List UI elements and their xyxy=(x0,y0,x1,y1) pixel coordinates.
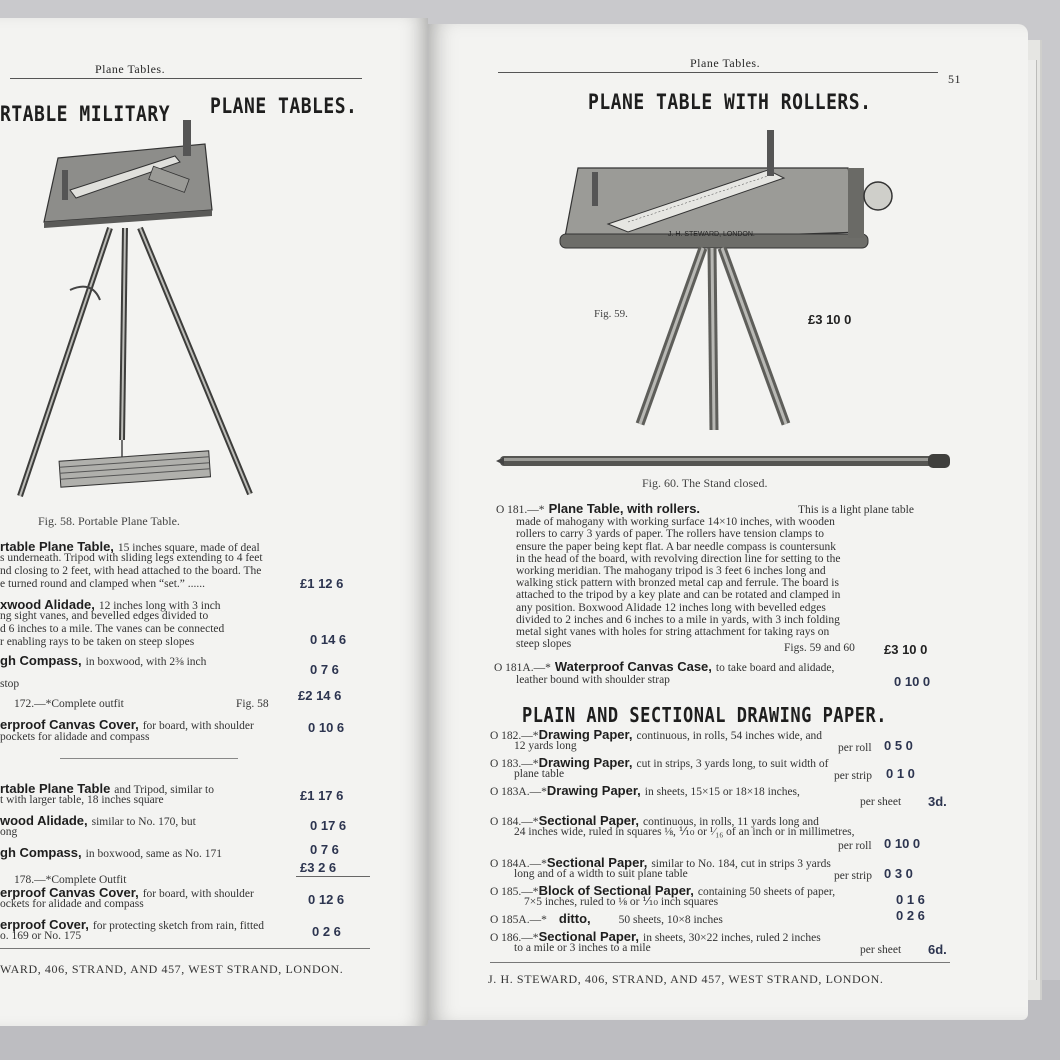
board-label: J. H. STEWARD, LONDON. xyxy=(668,231,755,238)
item-text: in sheets, 30×22 inches, ruled 2 inches xyxy=(643,932,821,944)
item-name: Block of Sectional Paper, xyxy=(538,883,694,898)
header-rule xyxy=(498,72,938,73)
item-name: erproof Cover, xyxy=(0,917,89,932)
item-text: continuous, in rolls, 11 yards long and xyxy=(643,816,819,828)
page-edges-inner xyxy=(1028,60,1037,980)
desc-line: walking stick pattern with bronzed metal cap and ferrule. The board is xyxy=(516,577,839,590)
page-title: PLANE TABLE WITH ROLLERS. xyxy=(588,90,872,116)
item-name: Sectional Paper, xyxy=(546,855,648,870)
item-name: gh Compass, xyxy=(0,653,82,668)
item-price: 0 1 6 xyxy=(896,892,925,907)
item-text-line: 12 yards long xyxy=(514,740,577,752)
item-text-line: leather bound with shoulder strap xyxy=(516,674,670,686)
item-trough-compass xyxy=(0,652,206,670)
item-text: cut in strips, 3 yards long, to suit width of xyxy=(636,758,829,770)
item-text: 12 inches long with 3 inch xyxy=(98,600,221,612)
item-text-line: long and of a width to suit plane table xyxy=(514,868,688,880)
item-text: for board, with shoulder xyxy=(142,888,254,900)
item-text: in boxwood, with 2⅜ inch xyxy=(85,656,207,668)
item-price: £2 14 6 xyxy=(298,688,342,703)
right-page xyxy=(428,24,1028,1020)
title-part-a: RTABLE MILITARY xyxy=(0,102,171,128)
item-name: Waterproof Canvas Case, xyxy=(554,659,712,674)
figure-60-caption: Fig. 60. The Stand closed. xyxy=(642,476,768,490)
item-181-description xyxy=(516,504,956,650)
item-text-line: 24 inches wide, ruled in squares ⅛, ⅒ or ¹⁄₁₆ of an inch or in millimetres, xyxy=(514,826,855,838)
closed-stand-illustration xyxy=(496,448,956,474)
item-name: Sectional Paper, xyxy=(538,929,639,944)
item-text-line: s underneath. Tripod with sliding legs extending to 4 feet xyxy=(0,552,263,564)
item-text-line: nd closing to 2 feet, with head attached to the board. The xyxy=(0,565,262,577)
item-price: 0 12 6 xyxy=(308,892,345,907)
header-rule xyxy=(10,78,362,79)
item-text-line: e turned round and clamped when “set.” ...... xyxy=(0,578,206,590)
item-price: 0 10 0 xyxy=(884,836,921,851)
section-divider xyxy=(60,758,238,759)
item-price: 0 10 0 xyxy=(894,674,931,689)
item-ref: O 186.—* xyxy=(490,932,539,944)
unit-label: per roll xyxy=(838,742,872,754)
item-name: rtable Plane Table, xyxy=(0,539,114,554)
item-price: £1 17 6 xyxy=(300,788,344,803)
item-name: erproof Canvas Cover, xyxy=(0,717,139,732)
unit-label: per roll xyxy=(838,840,872,852)
item-ref: O 185.—* xyxy=(490,886,539,898)
item-text: in sheets, 15×15 or 18×18 inches, xyxy=(644,786,800,798)
portable-plane-table-illustration xyxy=(0,110,270,510)
complete-outfit-ref: 178.—*Complete Outfit xyxy=(14,874,127,886)
item-text-line: o. 169 or No. 175 xyxy=(0,930,82,942)
item-text-line: to a mile or 3 inches to a mile xyxy=(514,942,651,954)
item-text-line: ng sight vanes, and bevelled edges divided to xyxy=(0,610,209,622)
desc-line: ensure the paper being kept flat. A bar needle compass is countersunk xyxy=(516,540,836,553)
figure-59-label: Fig. 59. xyxy=(594,308,628,320)
desc-line: This is a light plane table xyxy=(798,504,914,516)
item-price: 0 1 0 xyxy=(886,766,915,781)
item-text-line: plane table xyxy=(514,768,565,780)
desc-line: in the head of the board, with revolving direction line for setting to the xyxy=(516,552,841,565)
item-name: erproof Canvas Cover, xyxy=(0,885,139,900)
footer-rule xyxy=(0,948,370,949)
item-name: ditto, xyxy=(558,911,591,926)
figure-58-caption: Fig. 58. Portable Plane Table. xyxy=(38,514,180,528)
item-text: for protecting sketch from rain, fitted xyxy=(92,920,265,932)
item-price: 0 17 6 xyxy=(310,818,347,833)
item-trough-compass-2 xyxy=(0,844,222,862)
item-price: 0 7 6 xyxy=(310,662,339,677)
item-ref: O 182.—* xyxy=(490,730,539,742)
item-ref: O 183.—* xyxy=(490,758,539,770)
figure-reference: Fig. 58 xyxy=(236,698,269,710)
desc-line: attached to the tripod by a key plate and can be rotated and clamped in xyxy=(516,589,841,602)
item-ref: O 181.—* xyxy=(496,504,545,516)
item-text-line: 7×5 inches, ruled to ⅛ or ⅒ inch squares xyxy=(524,896,719,908)
item-ref: O 184A.—* xyxy=(490,858,547,870)
desc-line: steep slopes xyxy=(516,638,572,651)
item-price: 0 14 6 xyxy=(310,632,347,647)
item-price: £1 12 6 xyxy=(300,576,344,591)
complete-outfit-ref: 172.—*Complete outfit xyxy=(14,698,124,710)
item-name: gh Compass, xyxy=(0,845,82,860)
plane-table-with-rollers-illustration xyxy=(548,124,908,444)
item-text-line: d 6 inches to a mile. The vanes can be connected xyxy=(0,623,225,635)
item-text-line: pockets for alidade and compass xyxy=(0,731,150,743)
item-price: 6d. xyxy=(928,942,947,957)
desc-line: any position. Boxwood Alidade 12 inches long with bevelled edges xyxy=(516,601,826,614)
item-price: £3 2 6 xyxy=(300,860,337,875)
item-text-line: t with larger table, 18 inches square xyxy=(0,794,164,806)
price-rule xyxy=(296,876,370,877)
item-text-line: r enabling rays to be taken on steep slopes xyxy=(0,636,195,648)
desc-line: made of mahogany with working surface 14×10 inches, with wooden xyxy=(516,516,835,529)
item-name: rtable Plane Table xyxy=(0,781,111,796)
item-name: Drawing Paper, xyxy=(538,727,633,742)
item-text: for board, with shoulder xyxy=(142,720,254,732)
unit-label: per sheet xyxy=(860,796,902,808)
item-price: £3 10 0 xyxy=(808,312,852,327)
item-price: 0 7 6 xyxy=(310,842,339,857)
item-183a xyxy=(490,782,800,800)
unit-label: per strip xyxy=(834,870,873,882)
figure-reference: Figs. 59 and 60 xyxy=(784,642,855,654)
item-name: Plane Table, with rollers. xyxy=(548,501,701,516)
item-ref: O 185A.—* xyxy=(490,914,547,926)
item-ref: O 183A.—* xyxy=(490,786,547,798)
item-text: 50 sheets, 10×8 inches xyxy=(618,914,723,926)
desc-line: divided to 2 inches and 6 inches to a mile in yards, with 3 inch folding xyxy=(516,613,840,626)
item-text: containing 50 sheets of paper, xyxy=(697,886,836,898)
item-text-line: stop xyxy=(0,678,20,690)
desc-line: rollers to carry 3 yards of paper. The rollers have tension clamps to xyxy=(516,528,824,541)
item-price: 0 3 0 xyxy=(884,866,913,881)
item-text: in boxwood, same as No. 171 xyxy=(85,848,223,860)
item-text: similar to No. 184, cut in strips 3 yards xyxy=(651,858,831,870)
item-text-line: ong xyxy=(0,826,18,838)
running-head: Plane Tables. xyxy=(690,56,761,70)
unit-label: per strip xyxy=(834,770,873,782)
item-price: 0 2 6 xyxy=(896,908,925,923)
item-text-line: ockets for alidade and compass xyxy=(0,898,144,910)
page-number: 51 xyxy=(948,72,961,86)
item-price: 0 2 6 xyxy=(312,924,341,939)
item-text: similar to No. 170, but xyxy=(91,816,196,828)
item-name: wood Alidade, xyxy=(0,813,88,828)
item-boxwood-alidade-2 xyxy=(0,812,196,830)
footer-rule xyxy=(490,962,950,963)
item-text: to take board and alidade, xyxy=(715,662,835,674)
item-185a xyxy=(490,910,723,928)
running-head: Plane Tables. xyxy=(95,62,166,76)
desc-line: working meridian. The mahogany tripod is 3 feet 6 inches long and xyxy=(516,565,826,578)
item-text: continuous, in rolls, 54 inches wide, and xyxy=(636,730,823,742)
left-page xyxy=(0,18,428,1026)
title-part-b: PLANE TABLES. xyxy=(210,94,358,120)
item-text: 15 inches square, made of deal xyxy=(117,542,260,554)
item-price: £3 10 0 xyxy=(884,642,928,657)
item-price: 0 10 6 xyxy=(308,720,345,735)
page-footer: WARD, 406, STRAND, AND 457, WEST STRAND, LONDON. xyxy=(0,962,344,976)
item-name: xwood Alidade, xyxy=(0,597,95,612)
item-name: Sectional Paper, xyxy=(538,813,639,828)
item-text: and Tripod, similar to xyxy=(114,784,214,796)
item-name: Drawing Paper, xyxy=(546,783,641,798)
item-ref: O 181A.—* xyxy=(494,662,551,674)
section-title: PLAIN AND SECTIONAL DRAWING PAPER. xyxy=(522,704,887,728)
item-price: 0 5 0 xyxy=(884,738,913,753)
unit-label: per sheet xyxy=(860,944,902,956)
item-ref: O 184.—* xyxy=(490,816,539,828)
page-footer: J. H. STEWARD, 406, STRAND, AND 457, WEST STRAND, LONDON. xyxy=(488,972,884,986)
desc-line: metal sight vanes with holes for string attachment for taking rays on xyxy=(516,626,830,639)
item-name: Drawing Paper, xyxy=(538,755,633,770)
item-price: 3d. xyxy=(928,794,947,809)
